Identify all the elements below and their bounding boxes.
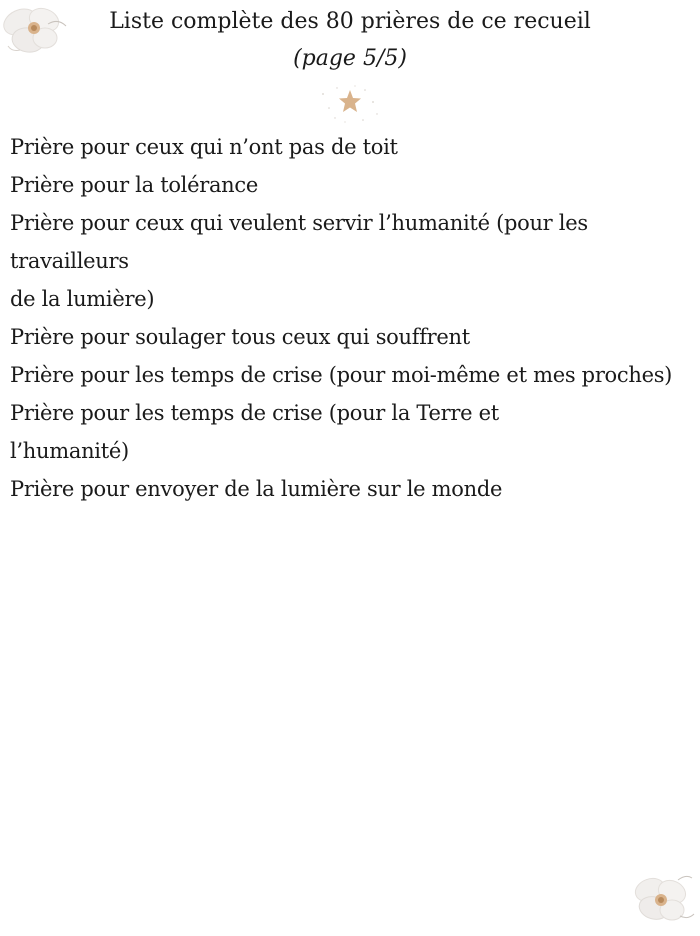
list-item: Prière pour la tolérance: [10, 173, 258, 197]
list-item: Prière pour soulager tous ceux qui souffrent: [10, 325, 470, 349]
prayer-list: [10, 128, 698, 508]
page-subtitle: (page 5/5): [293, 46, 407, 71]
list-item: Prière pour ceux qui veulent servir l’humanité (pour les travailleurs de la lumière): [10, 211, 588, 311]
list-item: Prière pour les temps de crise (pour la Terre et l’humanité): [10, 401, 499, 463]
flower-bottom-right-icon: [628, 868, 700, 932]
page-header: [0, 8, 700, 73]
list-item: Prière pour ceux qui n’ont pas de toit: [10, 135, 398, 159]
star-icon: [315, 80, 385, 126]
page-title: Liste complète des 80 prières de ce recueil: [109, 9, 591, 34]
list-item: Prière pour les temps de crise (pour moi-même et mes proches): [10, 363, 673, 387]
list-item: Prière pour envoyer de la lumière sur le monde: [10, 477, 503, 501]
